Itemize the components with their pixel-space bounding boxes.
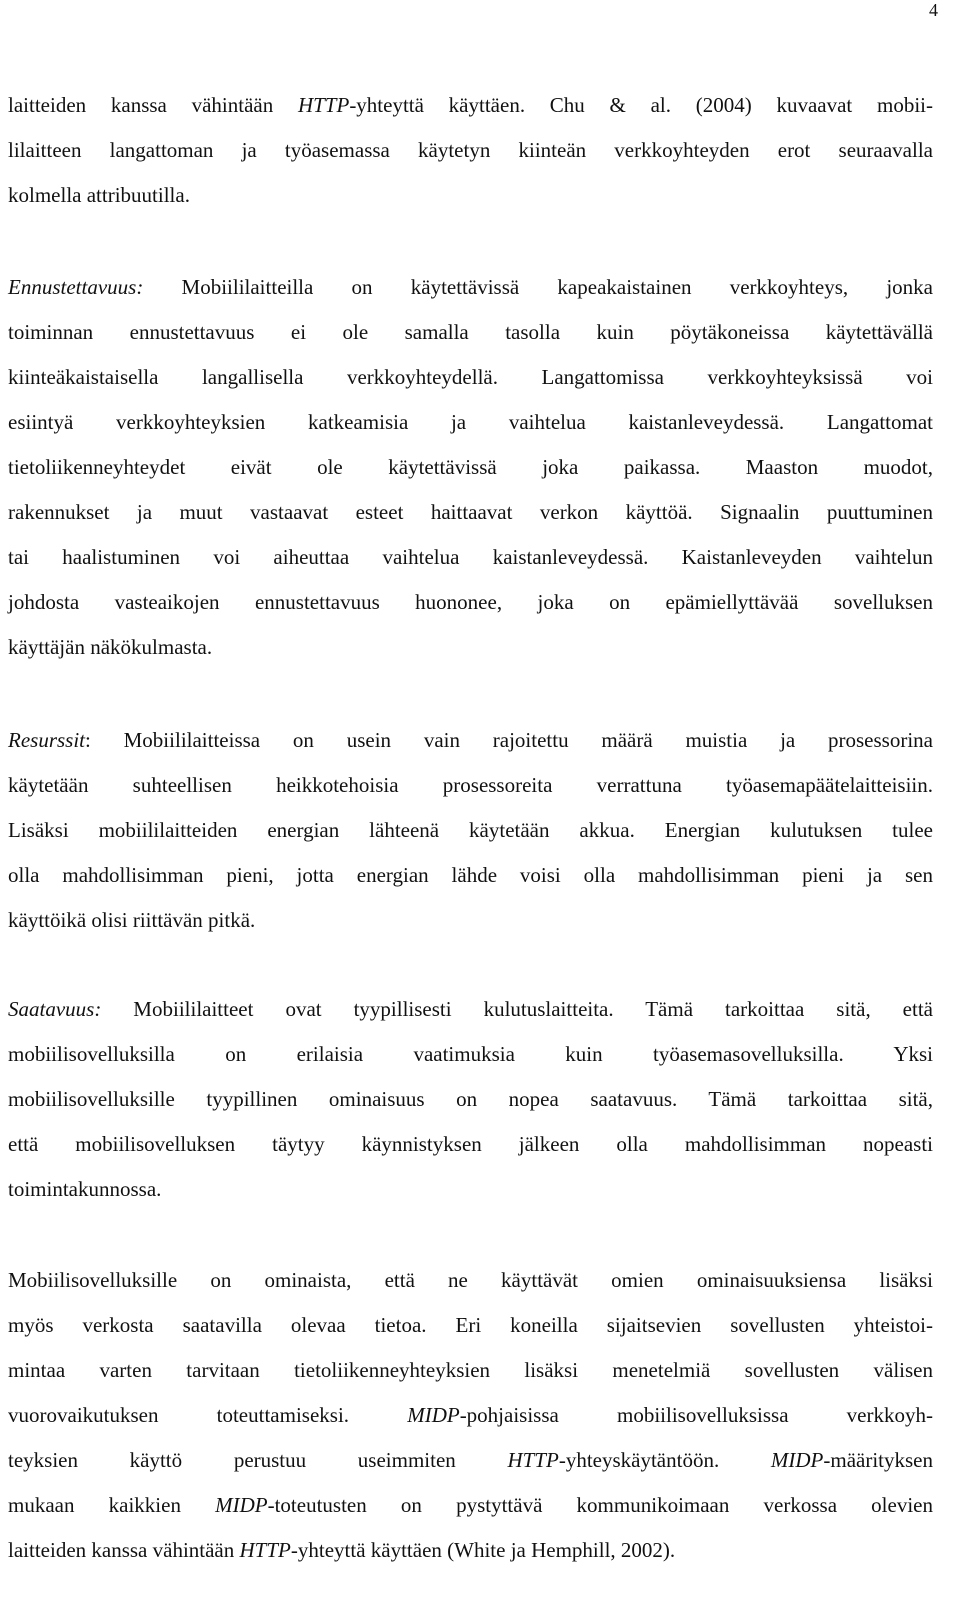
protocol-term: MIDP bbox=[407, 1403, 460, 1427]
text-run: Mobiililaitteilla on käytettävissä kapeakaistainen verkkoyhteys, jonka bbox=[143, 275, 933, 299]
text-run: teyksien käyttö perustuu useimmiten bbox=[8, 1448, 508, 1472]
text-line bbox=[8, 1528, 933, 1573]
protocol-term: HTTP bbox=[239, 1538, 291, 1562]
text-line: Mobiilisovelluksille on ominaista, että ne käyttävät omien ominaisuuksiensa lisäksi bbox=[8, 1268, 933, 1292]
text-line: johdosta vasteaikojen ennustettavuus huononee, joka on epämiellyttävää sovelluksen bbox=[8, 590, 933, 614]
protocol-term: MIDP bbox=[770, 1448, 824, 1472]
text-line bbox=[8, 83, 933, 128]
text-run: laitteiden kanssa vähintään bbox=[8, 93, 298, 117]
text-line: Lisäksi mobiililaitteiden energian lähteenä käytetään akkua. Energian kulutuksen tulee bbox=[8, 818, 933, 842]
text-run: -määrityksen bbox=[823, 1448, 933, 1472]
text-run: vuorovaikutuksen toteuttamiseksi. bbox=[8, 1403, 408, 1427]
text-line: mobiilisovelluksille tyypillinen ominaisuus on nopea saatavuus. Tämä tarkoittaa sitä, bbox=[8, 1087, 933, 1111]
text-line bbox=[8, 265, 933, 310]
protocol-term: HTTP bbox=[297, 93, 350, 117]
text-line: olla mahdollisimman pieni, jotta energian lähde voisi olla mahdollisimman pieni ja sen bbox=[8, 863, 933, 887]
text-line: esiintyä verkkoyhteyksien katkeamisia ja vaihtelua kaistanleveydessä. Langattomat bbox=[8, 410, 933, 434]
protocol-term: MIDP bbox=[215, 1493, 268, 1517]
paragraph-midp bbox=[8, 1258, 933, 1573]
text-line: käyttöikä olisi riittävän pitkä. bbox=[8, 908, 256, 932]
text-run: -yhteyttä käyttäen. Chu & al. (2004) kuvaavat mobii- bbox=[349, 93, 933, 117]
text-line: rakennukset ja muut vastaavat esteet haittaavat verkon käyttöä. Signaalin puuttuminen bbox=[8, 500, 933, 524]
text-line: lilaitteen langattoman ja työasemassa käytetyn kiinteän verkkoyhteyden erot seuraavalla bbox=[8, 138, 933, 162]
paragraph-saatavuus bbox=[8, 987, 933, 1212]
text-run: laitteiden kanssa vähintään bbox=[8, 1538, 240, 1562]
text-line: myös verkosta saatavilla olevaa tietoa. Eri koneilla sijaitsevien sovellusten yhteistoi- bbox=[8, 1313, 933, 1337]
paragraph-intro bbox=[8, 83, 933, 218]
text-line: tai haalistuminen voi aiheuttaa vaihtelua kaistanleveydessä. Kaistanleveyden vaihtelun bbox=[8, 545, 933, 569]
attribute-term: Saatavuus: bbox=[8, 997, 102, 1021]
paragraph-ennustettavuus bbox=[8, 265, 933, 670]
text-line bbox=[8, 1393, 933, 1438]
text-run: mukaan kaikkien bbox=[8, 1493, 216, 1517]
text-run: -toteutusten on pystyttävä kommunikoimaan verkossa olevien bbox=[267, 1493, 933, 1517]
text-line: kiinteäkaistaisella langallisella verkkoyhteydellä. Langattomissa verkkoyhteyksissä voi bbox=[8, 365, 933, 389]
paragraph-resurssit bbox=[8, 718, 933, 943]
attribute-term: Resurssit bbox=[8, 728, 86, 752]
text-line: käyttäjän näkökulmasta. bbox=[8, 635, 213, 659]
text-line bbox=[8, 1438, 933, 1483]
text-run: -yhteyttä käyttäen (White ja Hemphill, 2002). bbox=[290, 1538, 676, 1562]
text-line: toimintakunnossa. bbox=[8, 1177, 162, 1201]
page-number: 4 bbox=[929, 0, 938, 20]
text-line bbox=[8, 987, 933, 1032]
text-line: mintaa varten tarvitaan tietoliikenneyhteyksien lisäksi menetelmiä sovellusten välisen bbox=[8, 1358, 933, 1382]
text-run: -pohjaisissa mobiilisovelluksissa verkkoyh- bbox=[459, 1403, 933, 1427]
text-line bbox=[8, 718, 933, 763]
text-line bbox=[8, 1483, 933, 1528]
text-run: -yhteyskäytäntöön. bbox=[558, 1448, 771, 1472]
text-line: tietoliikenneyhteydet eivät ole käytettävissä joka paikassa. Maaston muodot, bbox=[8, 455, 933, 479]
text-line: että mobiilisovelluksen täytyy käynnistyksen jälkeen olla mahdollisimman nopeasti bbox=[8, 1132, 933, 1156]
text-run: Mobiililaitteet ovat tyypillisesti kulutuslaitteita. Tämä tarkoittaa sitä, että bbox=[101, 997, 933, 1021]
text-line: toiminnan ennustettavuus ei ole samalla tasolla kuin pöytäkoneissa käytettävällä bbox=[8, 320, 933, 344]
text-line: mobiilisovelluksilla on erilaisia vaatimuksia kuin työasemasovelluksilla. Yksi bbox=[8, 1042, 933, 1066]
text-run: : Mobiililaitteissa on usein vain rajoitettu määrä muistia ja prosessorina bbox=[85, 728, 933, 752]
attribute-term: Ennustettavuus: bbox=[8, 275, 144, 299]
protocol-term: HTTP bbox=[507, 1448, 559, 1472]
text-line: kolmella attribuutilla. bbox=[8, 183, 190, 207]
text-line: käytetään suhteellisen heikkotehoisia prosessoreita verrattuna työasemapäätelaitteisiin. bbox=[8, 773, 933, 797]
